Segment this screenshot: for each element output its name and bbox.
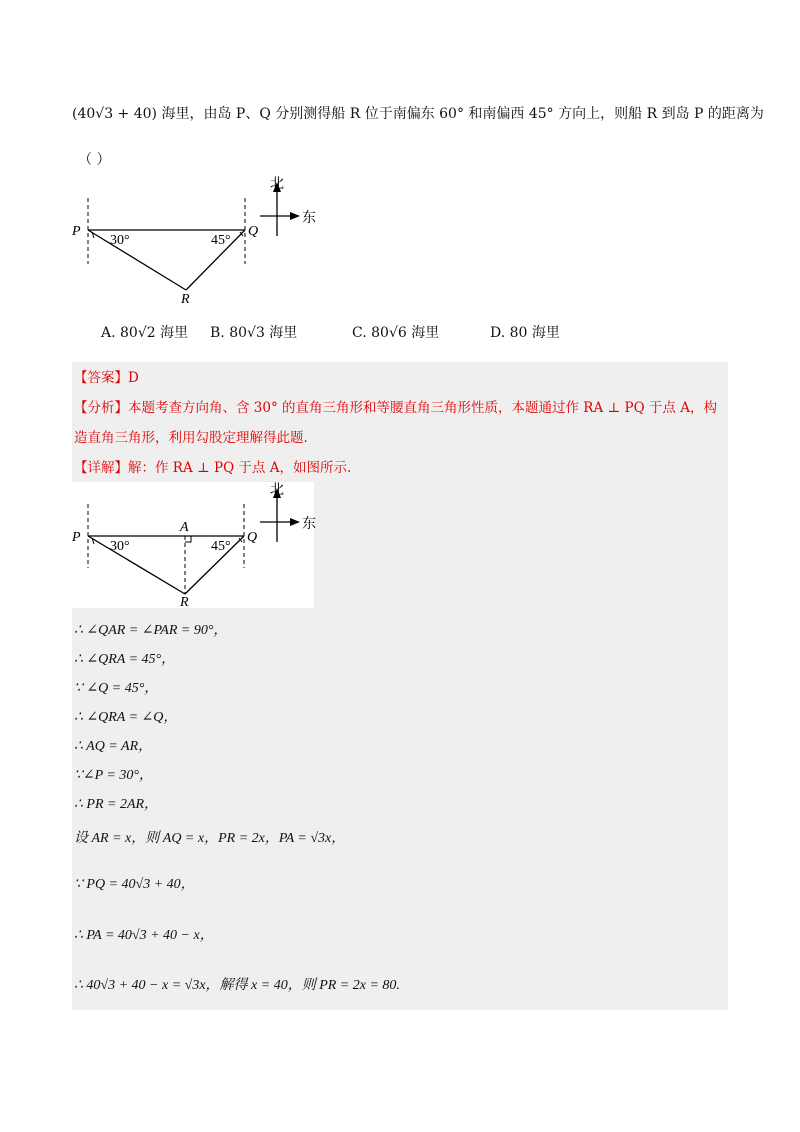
point-p-2: P [72, 530, 81, 545]
figure-question [70, 172, 330, 307]
step-5: ∴ AQ = AR， [74, 739, 153, 754]
point-r-2: R [180, 595, 189, 610]
angle-q-label-2: 45° [211, 539, 231, 554]
step-10: ∴ PA = 40√3 + 40 − x， [74, 928, 214, 943]
analysis-tag: 【分析】 [74, 400, 128, 416]
answer-tag: 【答案】 [74, 370, 128, 386]
option-d-text: 80 海里 [509, 325, 560, 341]
option-d-letter: D. [490, 325, 506, 341]
step-7: ∴ PR = 2AR， [74, 797, 159, 812]
step-11: ∴ 40√3 + 40 − x = √3x，解得 x = 40，则 PR = 2x = 80. [74, 978, 400, 993]
option-b-letter: B. [210, 325, 225, 341]
detail-tag: 【详解】 [74, 460, 128, 476]
answer-bracket: （ ） [78, 152, 111, 168]
answer-line [74, 366, 139, 386]
step-2: ∴ ∠QRA = 45°， [74, 652, 176, 667]
detail-line [74, 456, 351, 476]
point-a-2: A [180, 520, 189, 535]
angle-q-label: 45° [211, 233, 231, 248]
east-label-2: 东 [302, 517, 316, 532]
step-1: ∴ ∠QAR = ∠PAR = 90°， [74, 623, 228, 638]
point-p: P [72, 224, 81, 239]
step-4: ∴ ∠QRA = ∠Q， [74, 710, 178, 725]
detail-text: 解：作 RA ⊥ PQ 于点 A，如图所示. [128, 460, 352, 476]
step-3: ∵ ∠Q = 45°， [74, 681, 159, 696]
analysis-line-1 [74, 396, 717, 416]
point-q: Q [248, 224, 259, 239]
analysis-text-2: 造直角三角形，利用勾股定理解得此题. [74, 430, 308, 446]
angle-p-label: 30° [110, 233, 130, 248]
figure-solution [72, 482, 314, 608]
option-a-text: 80√2 海里 [120, 325, 189, 341]
option-a-letter: A. [101, 325, 116, 341]
step-6: ∵∠P = 30°， [74, 768, 153, 783]
option-a [101, 322, 188, 342]
east-label: 东 [302, 211, 316, 226]
point-r: R [181, 292, 190, 307]
answer-value: D [128, 370, 139, 386]
option-d [490, 322, 560, 342]
analysis-text-1: 本题考查方向角、含 30° 的直角三角形和等腰直角三角形性质，本题通过作 RA ⊥ PQ 于点 A，构 [128, 400, 717, 416]
angle-p-label-2: 30° [110, 539, 130, 554]
north-label-2: 北 [270, 483, 284, 498]
option-c-letter: C. [352, 325, 367, 341]
north-label: 北 [270, 177, 284, 192]
question-stem: (40√3 + 40) 海里，由岛 P、Q 分别测得船 R 位于南偏东 60° 和南偏西 45° 方向上，则船 R 到岛 P 的距离为 [72, 106, 764, 122]
option-c [352, 322, 439, 342]
step-8: 设 AR = x，则 AQ = x，PR = 2x，PA = √3x， [74, 831, 346, 846]
option-c-text: 80√6 海里 [371, 325, 440, 341]
step-9: ∵ PQ = 40√3 + 40， [74, 877, 195, 892]
option-b [210, 322, 297, 342]
point-q-2: Q [247, 530, 258, 545]
option-b-text: 80√3 海里 [229, 325, 298, 341]
